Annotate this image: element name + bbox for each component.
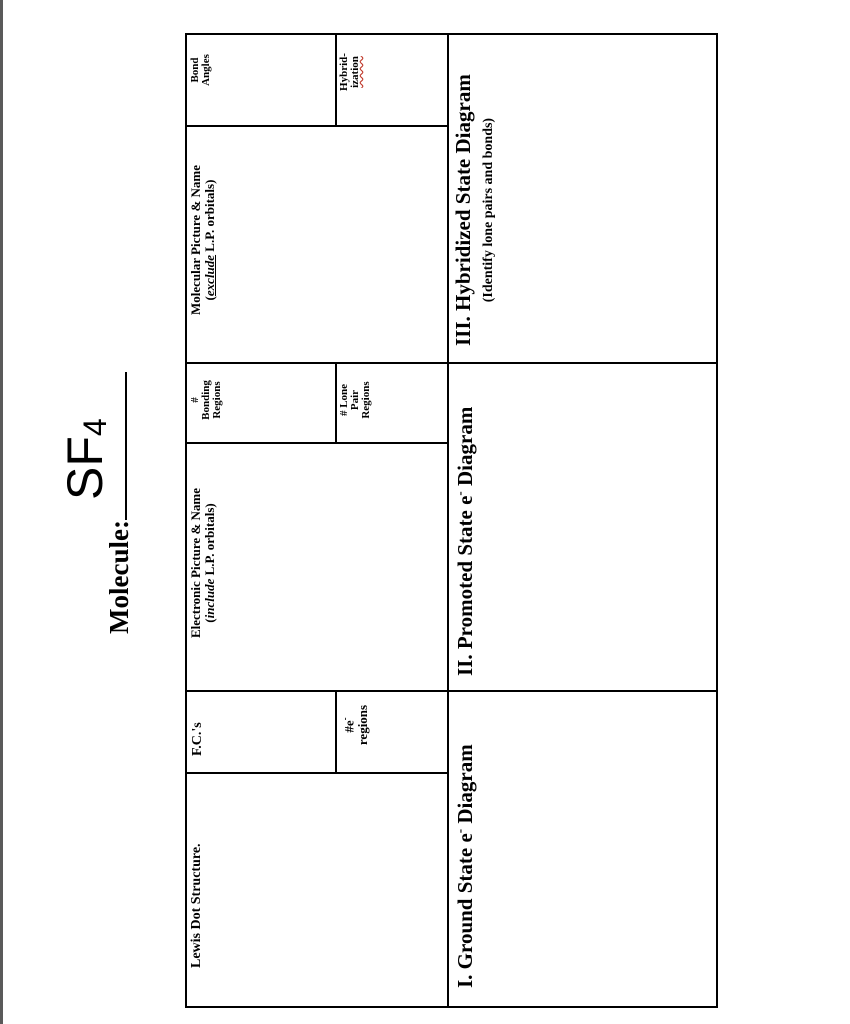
- hybridized-state-label: [452, 74, 500, 346]
- section-divider: [447, 33, 449, 1008]
- lower-divider-2: [447, 362, 718, 364]
- table-border-bottom: [185, 1006, 718, 1008]
- hybridization-label: [339, 40, 361, 104]
- e-regions-text: #e: [341, 720, 357, 733]
- electronic-picture-label: [189, 458, 217, 668]
- formula-subscript: 4: [77, 418, 113, 437]
- regions-split: [335, 362, 337, 444]
- lone-line-1: # Lone: [338, 383, 350, 417]
- ground-state-label: [452, 744, 478, 988]
- hybrid-line-1: Hybrid-: [338, 53, 350, 91]
- e-regions-text-2: regions: [355, 704, 371, 746]
- lone-line-2: Pair: [349, 389, 361, 411]
- molecular-line-2: L.P. orbitals): [202, 179, 217, 255]
- electronic-line-1: Electronic Picture & Name: [188, 487, 203, 639]
- window-edge: [0, 0, 3, 1024]
- molecular-open-paren: (: [202, 296, 217, 301]
- molecule-formula: [57, 418, 113, 500]
- bond-split: [335, 33, 337, 127]
- electronic-open-paren: (: [202, 618, 217, 623]
- hybridized-line-1: III. Hybridized State Diagram: [451, 74, 475, 346]
- table-border-right: [716, 33, 718, 1008]
- bonding-line-2: Bonding: [200, 380, 212, 420]
- molecular-line-1: Molecular Picture & Name: [188, 164, 203, 316]
- electronic-line-2: L.P. orbitals): [202, 503, 217, 579]
- formal-charges-label: F.C.'s: [190, 722, 205, 756]
- molecule-blank-line: [125, 372, 127, 520]
- hybrid-line-2: ization: [349, 56, 361, 88]
- upper-divider-3: [185, 442, 449, 444]
- bond-line-2: Angles: [200, 54, 212, 86]
- bonding-regions-label: [190, 368, 223, 432]
- ground-rest: Diagram: [453, 744, 477, 829]
- bonding-line-3: Regions: [211, 381, 223, 419]
- ground-text: I. Ground State e: [453, 833, 477, 988]
- electronic-italic: include: [202, 578, 217, 619]
- fc-split: [335, 690, 337, 774]
- lone-pair-regions-label: [339, 370, 372, 430]
- hybridized-line-2: (Identify lone pairs and bonds): [481, 117, 496, 303]
- bond-line-1: Bond: [189, 57, 201, 83]
- upper-divider-2: [185, 690, 449, 692]
- lone-line-3: Regions: [360, 381, 372, 419]
- lower-divider-1: [447, 690, 718, 692]
- bond-angles-label: [190, 38, 212, 102]
- promoted-rest: Diagram: [453, 406, 477, 492]
- molecular-picture-label: [189, 135, 217, 345]
- molecular-italic: exclude: [202, 254, 217, 297]
- bonding-line-1: #: [189, 397, 201, 403]
- molecule-label: Molecule:: [104, 520, 134, 634]
- table-border-top: [185, 33, 718, 35]
- promoted-text: II. Promoted State e: [453, 495, 477, 676]
- promoted-sup: -: [452, 491, 467, 496]
- upper-divider-1: [185, 772, 449, 774]
- lewis-dot-label: Lewis Dot Structure.: [189, 843, 204, 968]
- promoted-state-label: [452, 407, 478, 676]
- upper-divider-5: [185, 125, 449, 127]
- formula-text: SF: [57, 436, 113, 500]
- upper-divider-4: [185, 362, 449, 364]
- e-regions-label: [338, 690, 370, 760]
- e-regions-sup: -: [340, 717, 350, 721]
- ground-sup: -: [452, 828, 467, 834]
- table-border-left: [185, 33, 187, 1008]
